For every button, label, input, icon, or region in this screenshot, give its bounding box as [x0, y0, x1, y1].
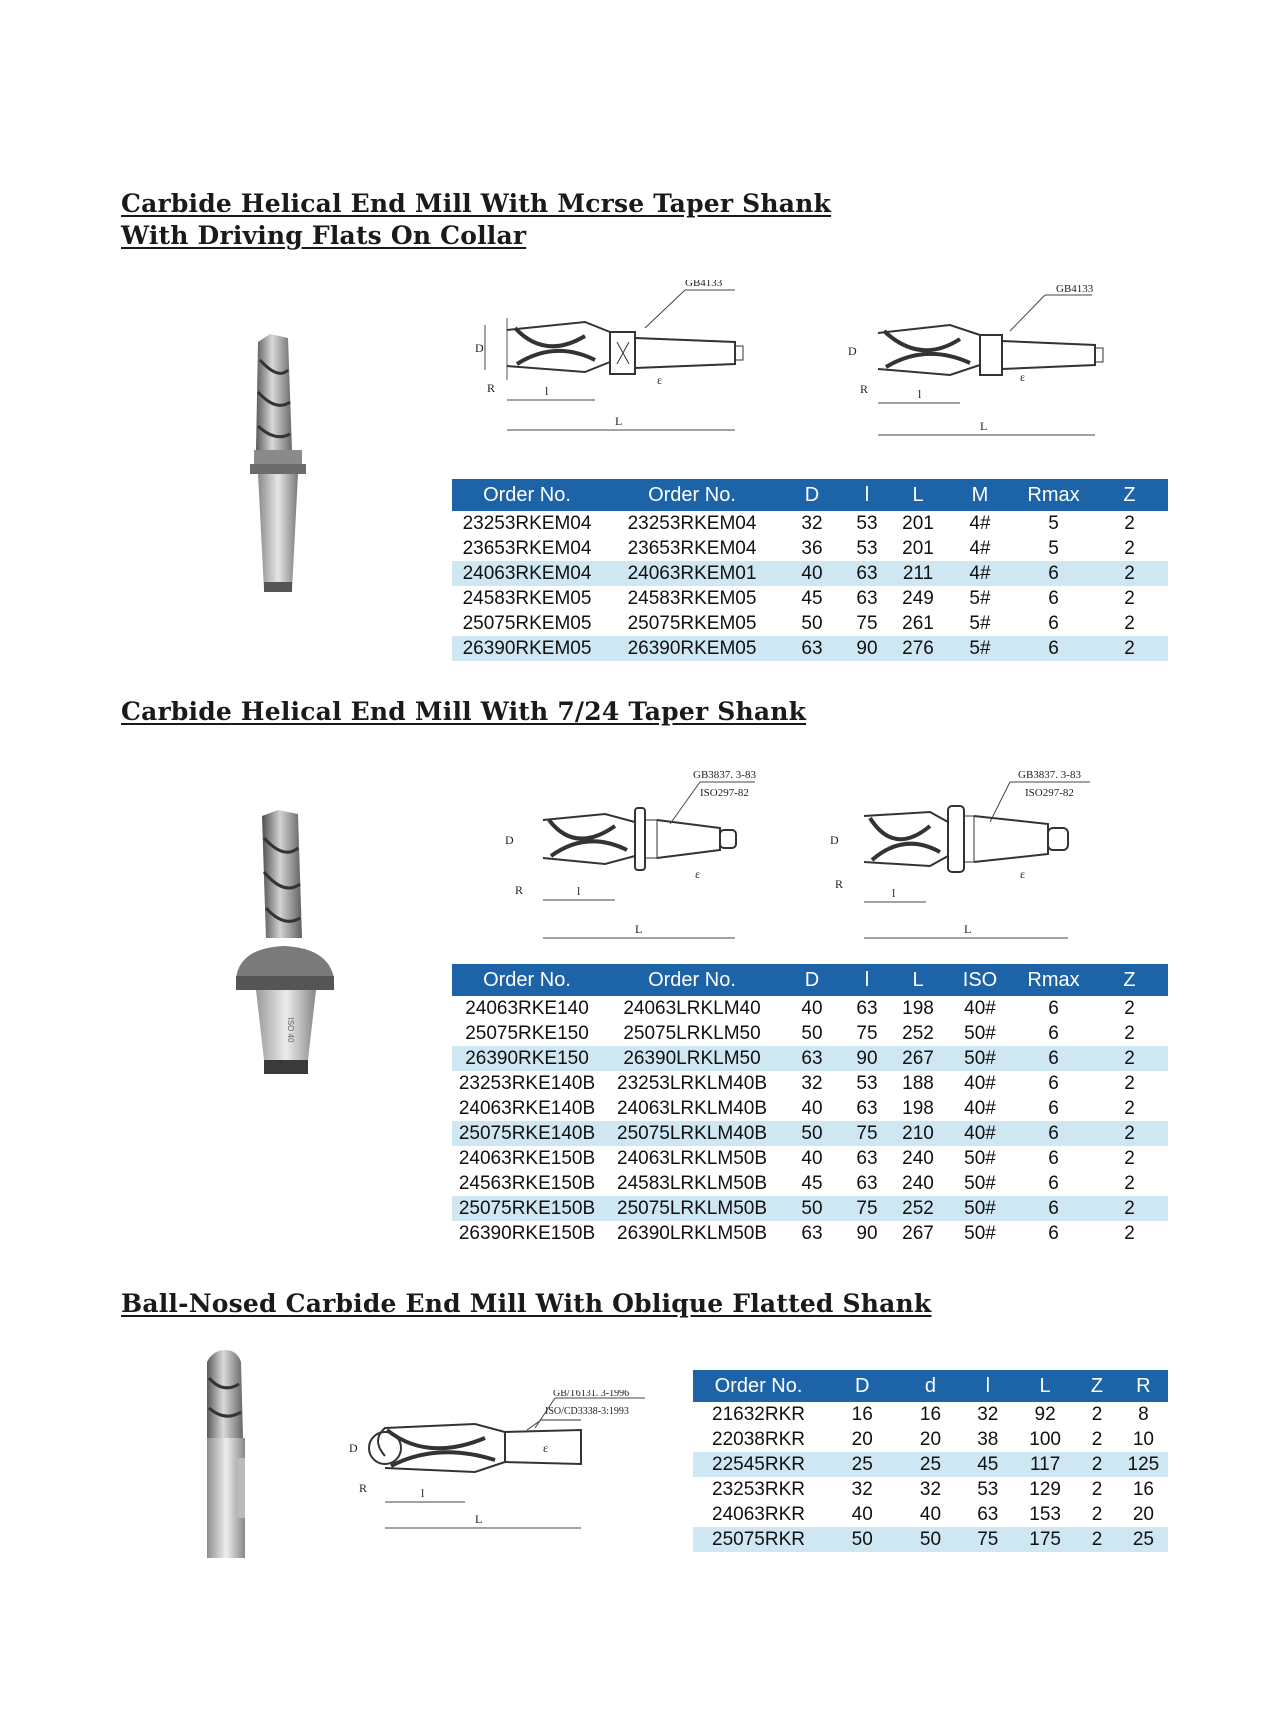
table-cell: 201 [902, 538, 934, 559]
table-cell: 2 [1075, 1527, 1119, 1552]
angle-label: ε [695, 867, 701, 881]
col-order-no: Order No. [452, 964, 602, 996]
technical-drawing-2-left [495, 770, 795, 950]
table-cell: 2 [1124, 1173, 1135, 1194]
table-cell: 6 [1016, 561, 1091, 586]
table-cell: 38 [977, 1429, 999, 1450]
table-row [452, 1071, 1168, 1096]
table-cell: 50 [900, 1527, 960, 1552]
table-cell: 45 [961, 1452, 1016, 1477]
table-cell: 26390RKE150B [458, 1223, 596, 1244]
table-cell: 16 [1132, 1479, 1154, 1500]
table-cell: 249 [902, 588, 934, 609]
table-cell: 5# [969, 613, 991, 634]
table-cell: 40# [964, 1073, 996, 1094]
dim-l-label: l [892, 886, 896, 900]
table-cell: 6 [1016, 1196, 1091, 1221]
table-cell: 20 [919, 1429, 942, 1450]
table-cell: 75 [842, 1121, 892, 1146]
table-row [452, 536, 1168, 561]
table-cell: 63 [782, 636, 842, 661]
table-cell: 2 [1075, 1452, 1119, 1477]
table-cell: 25 [900, 1452, 960, 1477]
table-cell: 23253LRKLM40B [617, 1073, 767, 1094]
table-cell: 50 [824, 1527, 900, 1552]
table-row [452, 1046, 1168, 1071]
table-cell: 100 [1029, 1429, 1061, 1450]
dim-L-label: L [615, 414, 623, 428]
table-cell: 267 [902, 1223, 934, 1244]
table-cell: 6 [1048, 1148, 1059, 1169]
table-cell: 23253RKE140B [458, 1073, 596, 1094]
table-cell: 2 [1091, 561, 1168, 586]
table-body [452, 511, 1168, 661]
table-row [693, 1477, 1168, 1502]
table-cell: 25075RKEM05 [462, 613, 592, 634]
table-cell: 32 [801, 1073, 823, 1094]
table-cell: 24063LRKLM40 [623, 998, 761, 1019]
angle-label: ε [1020, 867, 1026, 881]
std-label: GB4133 [685, 280, 723, 289]
dim-R-label: R [359, 1481, 368, 1495]
table-cell: 2 [1091, 1504, 1103, 1525]
table-row [452, 611, 1168, 636]
table-cell: 75 [856, 613, 878, 634]
table-cell: 45 [801, 1173, 823, 1194]
table-row [452, 1171, 1168, 1196]
col-D: D [782, 479, 842, 511]
table-cell: 32 [977, 1404, 999, 1425]
std-label-2: ISO/CD3338-3:1993 [545, 1406, 629, 1417]
table-row [452, 561, 1168, 586]
table-cell: 20 [851, 1429, 873, 1450]
table-cell: 210 [892, 1121, 944, 1146]
table-cell: 25 [824, 1452, 900, 1477]
table-header [693, 1370, 1168, 1402]
table-cell: 25075RKR [693, 1527, 824, 1552]
table-cell: 53 [856, 1073, 878, 1094]
dim-R-label: R [515, 883, 524, 897]
dim-l-label: l [545, 384, 549, 398]
table-cell: 6 [1048, 1098, 1059, 1119]
table-cell: 4# [944, 561, 1016, 586]
end-mill-photo [232, 808, 347, 1083]
table-cell: 6 [1016, 1046, 1091, 1071]
table-cell: 50# [964, 1023, 996, 1044]
section-1-title-line1: Carbide Helical End Mill With Mcrse Taper Shank [121, 189, 832, 218]
table-cell: 63 [856, 588, 878, 609]
col-l: l [842, 964, 892, 996]
table-cell: 252 [892, 1196, 944, 1221]
table-cell: 24063RKE140B [458, 1098, 596, 1119]
std-label-1: GB3837. 3-83 [1018, 770, 1081, 781]
table-cell: 75 [856, 1023, 878, 1044]
table-cell: 63 [782, 1046, 842, 1071]
table-cell: 40 [801, 998, 823, 1019]
table-cell: 26390RKE150 [452, 1046, 602, 1071]
table-body [693, 1402, 1168, 1552]
table-cell: 40 [801, 1098, 823, 1119]
end-mill-photo [195, 1348, 265, 1568]
col-d: d [900, 1370, 960, 1402]
table-cell: 24063RKE150B [458, 1148, 596, 1169]
table-cell: 40 [782, 561, 842, 586]
table-cell: 53 [856, 538, 878, 559]
col-ISO: ISO [944, 964, 1016, 996]
table-cell: 22038RKR [712, 1429, 805, 1450]
table-row [452, 1146, 1168, 1171]
table-cell: 23653RKEM04 [627, 538, 757, 559]
dim-D-label: D [505, 833, 514, 847]
table-row [693, 1502, 1168, 1527]
table-cell: 90 [842, 1046, 892, 1071]
table-cell: 24563RKE150B [458, 1173, 596, 1194]
table-row [693, 1402, 1168, 1427]
table-cell: 26390RKEM05 [602, 636, 782, 661]
spec-table-1 [452, 479, 1168, 661]
table-cell: 25075RKE140B [452, 1121, 602, 1146]
table-cell: 2 [1091, 636, 1168, 661]
table-row [452, 1096, 1168, 1121]
table-cell: 6 [1016, 1121, 1091, 1146]
table-cell: 2 [1124, 1098, 1135, 1119]
table-cell: 25075LRKLM50B [602, 1196, 782, 1221]
col-l: l [842, 479, 892, 511]
table-cell: 40 [919, 1504, 942, 1525]
table-cell: 2 [1091, 1404, 1103, 1425]
table-cell: 90 [842, 636, 892, 661]
table-cell: 8 [1138, 1404, 1149, 1425]
table-cell: 6 [1048, 613, 1059, 634]
technical-drawing-2-right [830, 770, 1120, 950]
table-cell: 32 [851, 1479, 873, 1500]
table-cell: 211 [892, 561, 944, 586]
table-cell: 16 [919, 1404, 942, 1425]
table-cell: 276 [892, 636, 944, 661]
col-L: L [1015, 1370, 1075, 1402]
table-cell: 2 [1091, 1121, 1168, 1146]
table-row [452, 1196, 1168, 1221]
table-cell: 16 [851, 1404, 873, 1425]
table-cell: 24583RKEM05 [462, 588, 592, 609]
table-cell: 2 [1091, 1196, 1168, 1221]
table-cell: 26390LRKLM50 [602, 1046, 782, 1071]
table-cell: 2 [1124, 1073, 1135, 1094]
spec-table-3 [693, 1370, 1168, 1552]
table-cell: 63 [856, 1098, 878, 1119]
technical-drawing-3 [345, 1390, 665, 1550]
table-row [693, 1452, 1168, 1477]
table-cell: 32 [919, 1479, 942, 1500]
table-cell: 40# [964, 998, 996, 1019]
std-label-2: ISO297-82 [1025, 787, 1074, 799]
table-cell: 26390RKEM05 [452, 636, 602, 661]
table-cell: 4# [969, 538, 991, 559]
table-cell: 23253RKR [712, 1479, 805, 1500]
table-cell: 53 [977, 1479, 999, 1500]
technical-drawing-1-right [830, 285, 1130, 455]
table-cell: 24583LRKLM50B [617, 1173, 767, 1194]
table-cell: 252 [902, 1023, 934, 1044]
dim-D-label: D [475, 341, 484, 355]
table-cell: 50# [964, 1173, 996, 1194]
table-cell: 25075RKE150 [465, 1023, 589, 1044]
col-Z: Z [1075, 1370, 1119, 1402]
col-D: D [824, 1370, 900, 1402]
table-cell: 198 [902, 1098, 934, 1119]
table-row [452, 1121, 1168, 1146]
table-cell: 75 [842, 1196, 892, 1221]
table-cell: 5 [1048, 513, 1059, 534]
table-cell: 2 [1091, 1429, 1103, 1450]
table-cell: 75 [961, 1527, 1016, 1552]
table-cell: 63 [801, 1223, 823, 1244]
table-cell: 36 [801, 538, 823, 559]
table-cell: 50 [801, 1023, 823, 1044]
spec-table-2 [452, 964, 1168, 1246]
table-cell: 6 [1048, 1073, 1059, 1094]
table-body [452, 996, 1168, 1246]
table-row [693, 1427, 1168, 1452]
table-cell: 2 [1124, 1148, 1135, 1169]
table-cell: 2 [1124, 1223, 1135, 1244]
table-cell: 117 [1015, 1452, 1075, 1477]
col-Rmax: Rmax [1016, 479, 1091, 511]
table-row [452, 586, 1168, 611]
col-L: L [892, 964, 944, 996]
dim-l-label: l [421, 1486, 425, 1500]
table-cell: 2 [1091, 1479, 1103, 1500]
table-cell: 6 [1048, 1023, 1059, 1044]
table-header [452, 964, 1168, 996]
table-cell: 153 [1029, 1504, 1061, 1525]
section-1-title-line2: With Driving Flats On Collar [121, 221, 527, 250]
col-Z: Z [1091, 964, 1168, 996]
table-cell: 40# [964, 1098, 996, 1119]
table-cell: 24583RKEM05 [627, 588, 757, 609]
table-cell: 25 [1119, 1527, 1168, 1552]
table-cell: 22545RKR [693, 1452, 824, 1477]
table-cell: 2 [1124, 538, 1135, 559]
table-cell: 10 [1132, 1429, 1154, 1450]
table-cell: 6 [1048, 1223, 1059, 1244]
table-cell: 2 [1124, 513, 1135, 534]
table-cell: 50# [944, 1046, 1016, 1071]
table-cell: 25075RKEM05 [627, 613, 757, 634]
dim-l-label: l [577, 884, 581, 898]
col-D: D [782, 964, 842, 996]
table-row [452, 511, 1168, 536]
table-cell: 23253RKEM04 [462, 513, 592, 534]
std-label: GB4133 [1056, 285, 1094, 295]
end-mill-photo [230, 330, 325, 600]
table-cell: 50# [964, 1223, 996, 1244]
table-cell: 2 [1124, 613, 1135, 634]
table-cell: 53 [856, 513, 878, 534]
table-cell: 63 [856, 998, 878, 1019]
dim-R-label: R [860, 382, 869, 396]
table-cell: 6 [1048, 998, 1059, 1019]
table-cell: 63 [842, 561, 892, 586]
table-row [452, 1221, 1168, 1246]
table-cell: 6 [1048, 1173, 1059, 1194]
table-cell: 92 [1034, 1404, 1056, 1425]
table-cell: 32 [801, 513, 823, 534]
std-label-1: GB/T6131. 3-1996 [553, 1390, 630, 1399]
table-cell: 129 [1029, 1479, 1061, 1500]
table-cell: 25075LRKLM50 [623, 1023, 761, 1044]
table-cell: 2 [1124, 998, 1135, 1019]
table-cell: 188 [902, 1073, 934, 1094]
col-R: R [1119, 1370, 1168, 1402]
table-cell: 25075RKE150B [452, 1196, 602, 1221]
table-cell: 201 [902, 513, 934, 534]
col-Z: Z [1091, 479, 1168, 511]
col-M: M [944, 479, 1016, 511]
photo-engraving: ISO 40 [286, 1017, 295, 1043]
table-cell: 23653RKEM04 [462, 538, 592, 559]
table-cell: 50# [944, 1196, 1016, 1221]
table-cell: 5# [944, 636, 1016, 661]
table-cell: 175 [1015, 1527, 1075, 1552]
table-cell: 2 [1124, 1023, 1135, 1044]
table-row [452, 1021, 1168, 1046]
table-cell: 50 [801, 613, 823, 634]
table-cell: 45 [801, 588, 823, 609]
table-cell: 24063RKR [712, 1504, 805, 1525]
col-order-no: Order No. [452, 479, 602, 511]
table-cell: 125 [1119, 1452, 1168, 1477]
table-cell: 24063LRKLM50B [617, 1148, 767, 1169]
table-cell: 40 [801, 1148, 823, 1169]
table-header [452, 479, 1168, 511]
dim-l-label: l [918, 387, 922, 401]
dim-D-label: D [830, 833, 839, 847]
table-row [452, 996, 1168, 1021]
table-cell: 5# [969, 588, 991, 609]
dim-L-label: L [964, 922, 972, 936]
table-cell: 240 [902, 1173, 934, 1194]
table-cell: 267 [892, 1046, 944, 1071]
table-cell: 50 [782, 1121, 842, 1146]
table-cell: 20 [1132, 1504, 1154, 1525]
table-cell: 24063RKEM04 [452, 561, 602, 586]
dim-D-label: D [848, 344, 857, 358]
table-cell: 198 [902, 998, 934, 1019]
table-cell: 24063RKE140 [465, 998, 589, 1019]
angle-label: ε [543, 1441, 549, 1455]
table-cell: 23253RKEM04 [627, 513, 757, 534]
dim-L-label: L [980, 419, 988, 433]
table-cell: 40# [944, 1121, 1016, 1146]
technical-drawing-1-left [445, 280, 765, 460]
table-cell: 21632RKR [712, 1404, 805, 1425]
table-cell: 40 [851, 1504, 873, 1525]
table-cell: 6 [1016, 636, 1091, 661]
section-3-title: Ball-Nosed Carbide End Mill With Oblique Flatted Shank [121, 1289, 932, 1318]
table-cell: 63 [977, 1504, 999, 1525]
dim-L-label: L [475, 1512, 483, 1526]
table-cell: 4# [969, 513, 991, 534]
std-label-1: GB3837. 3-83 [693, 770, 756, 781]
table-cell: 6 [1048, 588, 1059, 609]
table-cell: 2 [1124, 588, 1135, 609]
col-Rmax: Rmax [1016, 964, 1091, 996]
table-cell: 25075LRKLM40B [602, 1121, 782, 1146]
col-order-no-2: Order No. [602, 479, 782, 511]
dim-R-label: R [487, 381, 496, 395]
table-cell: 2 [1091, 1046, 1168, 1071]
table-row [452, 636, 1168, 661]
section-2-title: Carbide Helical End Mill With 7/24 Taper Shank [121, 697, 807, 726]
table-cell: 240 [902, 1148, 934, 1169]
std-label-2: ISO297-82 [700, 787, 749, 799]
col-L: L [892, 479, 944, 511]
table-cell: 5 [1048, 538, 1059, 559]
dim-R-label: R [835, 877, 844, 891]
table-cell: 50# [964, 1148, 996, 1169]
table-cell: 63 [856, 1173, 878, 1194]
table-cell: 261 [902, 613, 934, 634]
table-row [693, 1527, 1168, 1552]
dim-D-label: D [349, 1441, 358, 1455]
angle-label: ε [657, 373, 663, 387]
col-l: l [961, 1370, 1016, 1402]
table-cell: 90 [856, 1223, 878, 1244]
table-cell: 26390LRKLM50B [617, 1223, 767, 1244]
angle-label: ε [1020, 370, 1026, 384]
dim-L-label: L [635, 922, 643, 936]
col-order-no-2: Order No. [602, 964, 782, 996]
table-cell: 50 [782, 1196, 842, 1221]
table-cell: 24063RKEM01 [602, 561, 782, 586]
table-cell: 63 [856, 1148, 878, 1169]
table-cell: 24063LRKLM40B [617, 1098, 767, 1119]
col-order-no: Order No. [693, 1370, 824, 1402]
